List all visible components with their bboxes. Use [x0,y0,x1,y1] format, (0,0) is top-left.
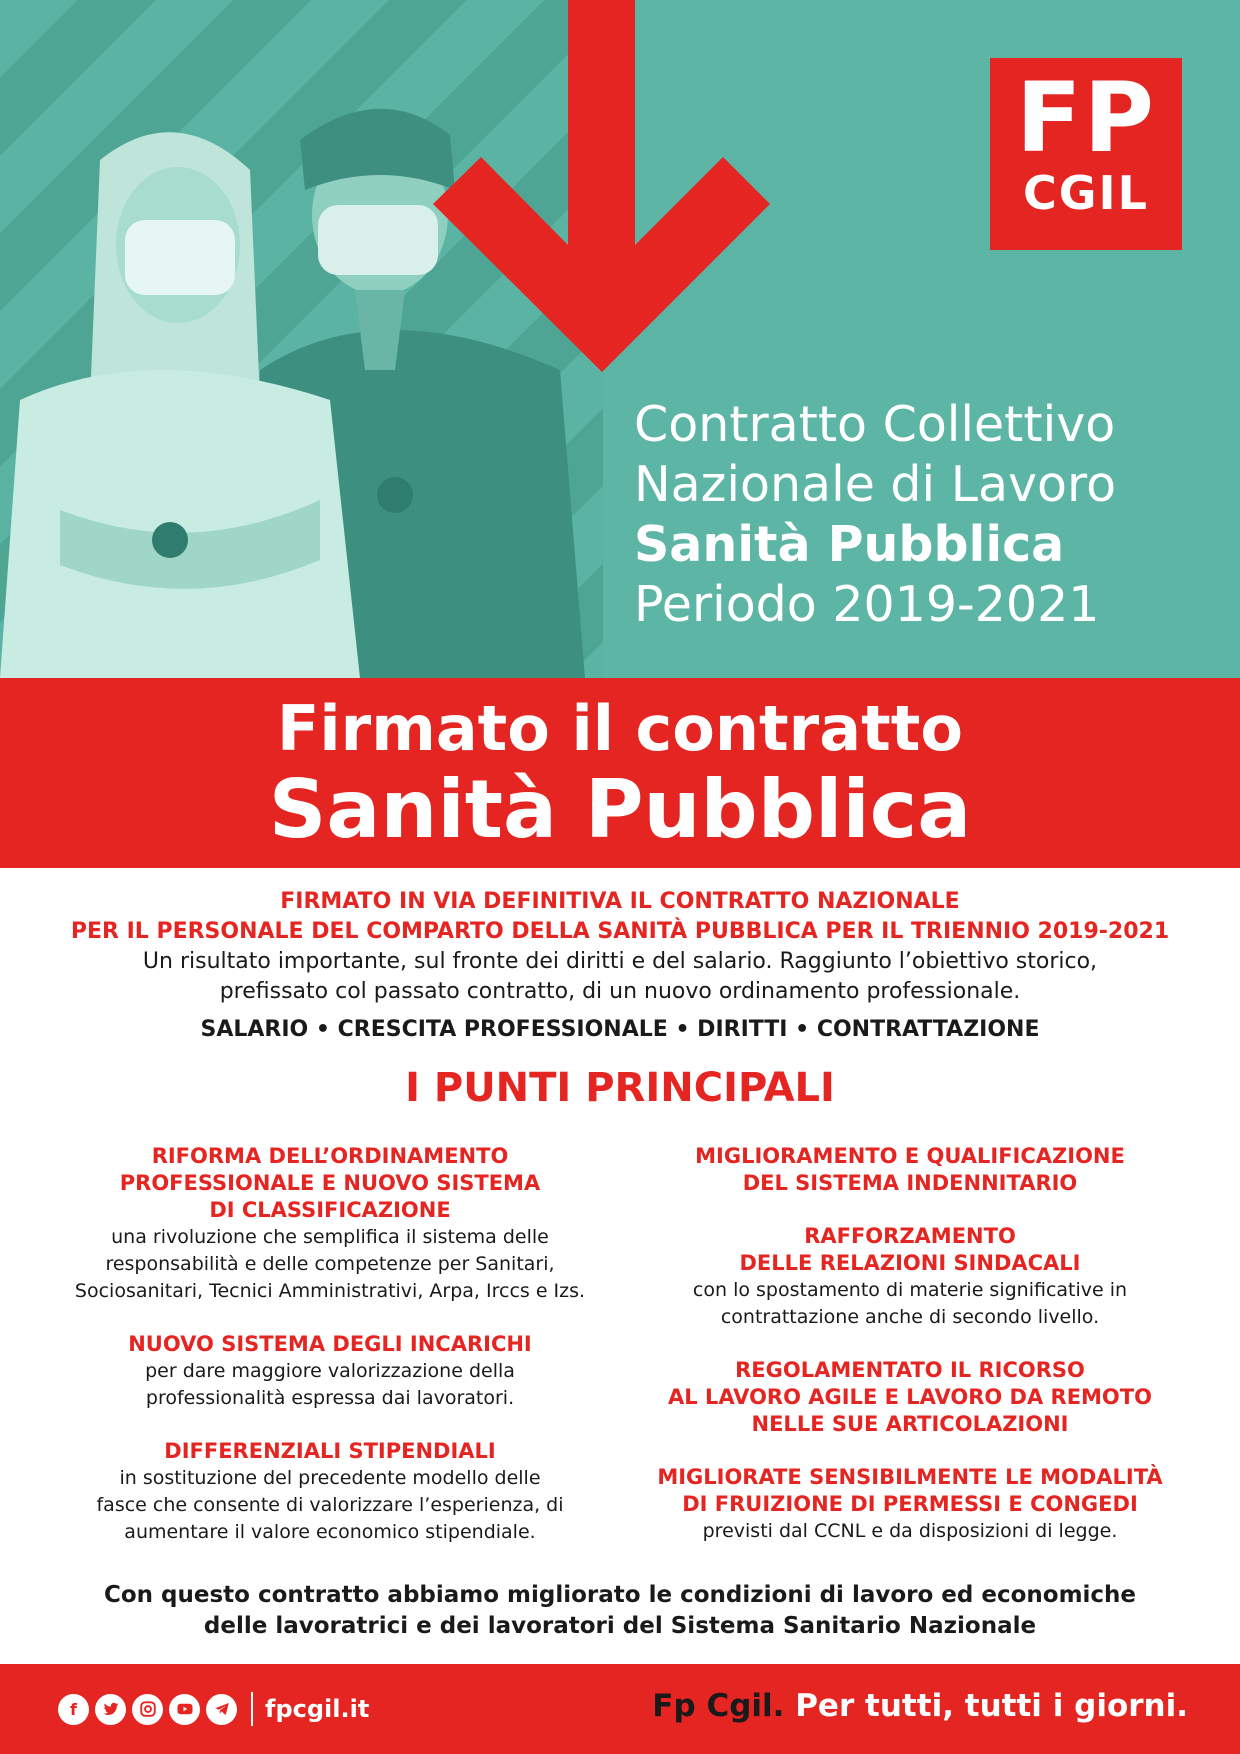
instagram-icon[interactable] [132,1694,163,1725]
point-description: contrattazione anche di secondo livello. [720,1306,1100,1328]
point-title: MIGLIORATE SENSIBILMENTE LE MODALITÀ [657,1465,1163,1489]
point-title: MIGLIORAMENTO E QUALIFICAZIONE [695,1144,1125,1168]
point-description: fasce che consente di valorizzare l’esperienza, di [96,1494,564,1516]
intro-body-line-2: prefissato col passato contratto, di un nuovo ordinamento professionale. [219,979,1021,1004]
contract-heading [634,395,1224,635]
point-description: responsabilità e delle competenze per Sanitari, [105,1253,555,1275]
point-title: DI FRUIZIONE DI PERMESSI E CONGEDI [682,1492,1138,1516]
closing-statement [0,1580,1240,1642]
closing-line-1: Con questo contratto abbiamo migliorato le condizioni di lavoro ed economiche [103,1582,1137,1608]
point-description: per dare maggiore valorizzazione della [145,1360,515,1382]
point-description: Sociosanitari, Tecnici Amministrativi, Arpa, Irccs e Izs. [74,1280,586,1302]
point-item [30,1331,630,1412]
point-description: previsti dal CCNL e da disposizioni di legge. [702,1520,1118,1542]
footer-bar [0,1664,1240,1754]
intro-red-line-2: PER IL PERSONALE DEL COMPARTO DELLA SANITÀ PUBBLICA PER IL TRIENNIO 2019-2021 [70,919,1170,944]
heading-line-1: Contratto Collettivo [634,396,1116,453]
logo-line-2: CGIL [1023,166,1149,220]
point-description: una rivoluzione che semplifica il sistema delle [111,1226,549,1248]
point-title: RIFORMA DELL’ORDINAMENTO [151,1144,509,1168]
point-description: professionalità espressa dai lavoratori. [145,1387,515,1409]
point-item [610,1143,1210,1197]
point-title: DEL SISTEMA INDENNITARIO [742,1171,1078,1195]
intro-tags: SALARIO • CRESCITA PROFESSIONALE • DIRITTI • CONTRATTAZIONE [200,1017,1040,1042]
point-title: RAFFORZAMENTO [804,1224,1016,1248]
intro-body-line-1: Un risultato importante, sul fronte dei diritti e del salario. Raggiunto l’obiettivo storico, [142,949,1098,974]
main-banner [0,678,1240,868]
point-title: AL LAVORO AGILE E LAVORO DA REMOTO [668,1385,1152,1409]
social-links [58,1692,369,1726]
slogan [652,1688,1188,1724]
point-title: DELLE RELAZIONI SINDACALI [739,1251,1081,1275]
fp-cgil-logo [990,58,1182,250]
banner-line-2: Sanità Pubblica [268,763,972,856]
point-title: NELLE SUE ARTICOLAZIONI [751,1412,1069,1436]
points-right-column [610,1143,1210,1571]
website-link[interactable]: fpcgil.it [265,1695,370,1723]
points-left-column [30,1143,630,1572]
telegram-icon[interactable] [206,1694,237,1725]
youtube-icon[interactable] [169,1694,200,1725]
point-item [610,1223,1210,1331]
slogan-text: Per tutti, tutti i giorni. [784,1688,1188,1724]
logo-line-1: FP [1016,62,1156,174]
points-title: I PUNTI PRINCIPALI [405,1065,835,1111]
point-title: DIFFERENZIALI STIPENDIALI [164,1439,496,1463]
facebook-icon[interactable]: f [58,1694,89,1725]
footer-separator [251,1692,253,1726]
point-description: in sostituzione del precedente modello delle [119,1467,541,1489]
point-title: REGOLAMENTATO IL RICORSO [735,1358,1085,1382]
heading-line-4: Periodo 2019-2021 [634,576,1100,633]
intro-section [0,887,1240,1045]
point-title: NUOVO SISTEMA DEGLI INCARICHI [128,1332,532,1356]
heading-line-3: Sanità Pubblica [634,516,1065,573]
point-item [610,1357,1210,1438]
banner-line-1: Firmato il contratto [277,692,963,765]
closing-line-2: delle lavoratrici e dei lavoratori del Sistema Sanitario Nazionale [203,1613,1037,1639]
point-title: PROFESSIONALE E NUOVO SISTEMA [119,1171,541,1195]
twitter-icon[interactable] [95,1694,126,1725]
point-description: aumentare il valore economico stipendiale. [124,1521,536,1543]
slogan-brand: Fp Cgil. [652,1688,785,1724]
point-title: DI CLASSIFICAZIONE [209,1198,451,1222]
point-item [610,1464,1210,1545]
heading-line-2: Nazionale di Lavoro [634,456,1117,513]
intro-red-line-1: FIRMATO IN VIA DEFINITIVA IL CONTRATTO NAZIONALE [280,889,960,914]
point-description: con lo spostamento di materie significative in [692,1279,1128,1301]
point-item [30,1438,630,1546]
hero-section [0,0,1240,678]
point-item [30,1143,630,1305]
